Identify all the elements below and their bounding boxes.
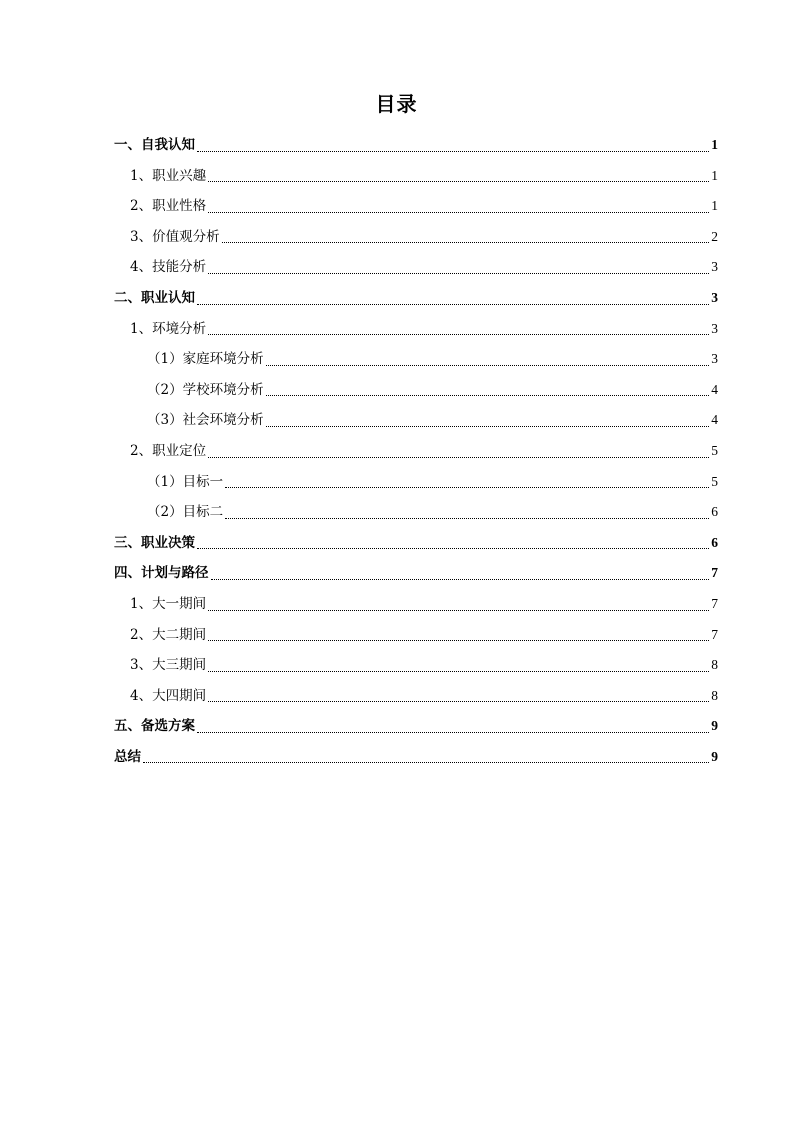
toc-entry-label: 1、环境分析	[130, 320, 207, 337]
toc-entry-label: 4、技能分析	[130, 259, 207, 276]
toc-dot-leader	[197, 547, 709, 549]
toc-dot-leader	[208, 700, 709, 702]
toc-entry-label: （2）目标二	[147, 504, 224, 521]
toc-entry-page-number: 1	[711, 167, 718, 183]
toc-entry[interactable]	[114, 497, 718, 528]
toc-dot-leader	[266, 425, 710, 427]
toc-entry-label: 1、职业兴趣	[130, 167, 207, 184]
toc-dot-leader	[225, 517, 709, 519]
toc-dot-leader	[208, 609, 709, 611]
toc-entry-label: 五、备选方案	[114, 718, 195, 735]
toc-dot-leader	[208, 333, 709, 335]
toc-entry[interactable]	[114, 283, 718, 314]
toc-entry-page-number: 3	[711, 289, 718, 305]
toc-dot-leader	[208, 180, 709, 182]
toc-dot-leader	[266, 364, 710, 366]
toc-entry[interactable]	[114, 130, 718, 161]
toc-dot-leader	[197, 303, 709, 305]
toc-entry-page-number: 9	[711, 718, 718, 734]
toc-dot-leader	[211, 578, 710, 580]
toc-entry-page-number: 4	[711, 381, 718, 397]
toc-entry-page-number: 2	[711, 228, 718, 244]
toc-entry-page-number: 3	[711, 259, 718, 275]
toc-entry[interactable]	[114, 467, 718, 498]
toc-entry-label: （1）目标一	[147, 473, 224, 490]
toc-list	[114, 130, 718, 772]
toc-dot-leader	[208, 639, 709, 641]
toc-entry-label: 1、大一期间	[130, 595, 207, 612]
toc-entry-label: 总结	[114, 748, 141, 765]
toc-dot-leader	[208, 211, 709, 213]
toc-entry-page-number: 4	[711, 412, 718, 428]
toc-entry[interactable]	[114, 375, 718, 406]
toc-entry-page-number: 7	[711, 565, 718, 581]
toc-entry-label: （2）学校环境分析	[147, 381, 264, 398]
toc-entry[interactable]	[114, 681, 718, 712]
toc-entry[interactable]	[114, 161, 718, 192]
toc-entry[interactable]	[114, 742, 718, 773]
toc-entry-label: （3）社会环境分析	[147, 412, 264, 429]
toc-entry-label: 2、职业定位	[130, 442, 207, 459]
toc-entry-page-number: 1	[711, 137, 718, 152]
toc-entry-page-number: 1	[711, 198, 718, 214]
toc-entry[interactable]	[114, 314, 718, 345]
toc-dot-leader	[208, 456, 709, 458]
toc-entry[interactable]	[114, 344, 718, 375]
toc-title: 目录	[375, 92, 418, 116]
toc-dot-leader	[208, 670, 709, 672]
toc-entry-page-number: 5	[711, 442, 718, 458]
toc-entry-label: 2、职业性格	[130, 198, 207, 215]
toc-entry-label: 3、大三期间	[130, 657, 207, 674]
toc-entry-label: 一、自我认知	[114, 137, 195, 153]
toc-entry[interactable]	[114, 191, 718, 222]
toc-entry[interactable]	[114, 589, 718, 620]
toc-entry-page-number: 3	[711, 320, 718, 336]
toc-dot-leader	[266, 394, 710, 396]
toc-entry-page-number: 7	[711, 595, 718, 611]
toc-dot-leader	[143, 761, 709, 763]
toc-entry-page-number: 6	[711, 504, 718, 520]
toc-entry[interactable]	[114, 558, 718, 589]
toc-entry[interactable]	[114, 650, 718, 681]
toc-entry-page-number: 6	[711, 534, 718, 550]
toc-entry[interactable]	[114, 711, 718, 742]
toc-entry-page-number: 8	[711, 687, 718, 703]
toc-entry-label: 三、职业决策	[114, 534, 195, 551]
toc-entry-label: 4、大四期间	[130, 687, 207, 704]
toc-dot-leader	[208, 272, 709, 274]
toc-entry[interactable]	[114, 620, 718, 651]
toc-dot-leader	[197, 731, 709, 733]
toc-entry-label: 二、职业认知	[114, 289, 195, 306]
toc-dot-leader	[222, 241, 710, 243]
toc-entry[interactable]	[114, 405, 718, 436]
toc-entry-page-number: 9	[711, 748, 718, 764]
toc-entry-label: 2、大二期间	[130, 626, 207, 643]
toc-entry-label: 3、价值观分析	[130, 228, 220, 245]
toc-entry[interactable]	[114, 252, 718, 283]
toc-entry-page-number: 5	[711, 473, 718, 489]
toc-entry[interactable]	[114, 436, 718, 467]
toc-entry-page-number: 3	[711, 351, 718, 367]
toc-entry[interactable]	[114, 222, 718, 253]
toc-dot-leader	[197, 150, 709, 152]
toc-entry-page-number: 7	[711, 626, 718, 642]
toc-entry-page-number: 8	[711, 657, 718, 673]
toc-entry-label: 四、计划与路径	[114, 565, 209, 582]
toc-entry[interactable]	[114, 528, 718, 559]
toc-dot-leader	[225, 486, 709, 488]
toc-entry-label: （1）家庭环境分析	[147, 351, 264, 368]
